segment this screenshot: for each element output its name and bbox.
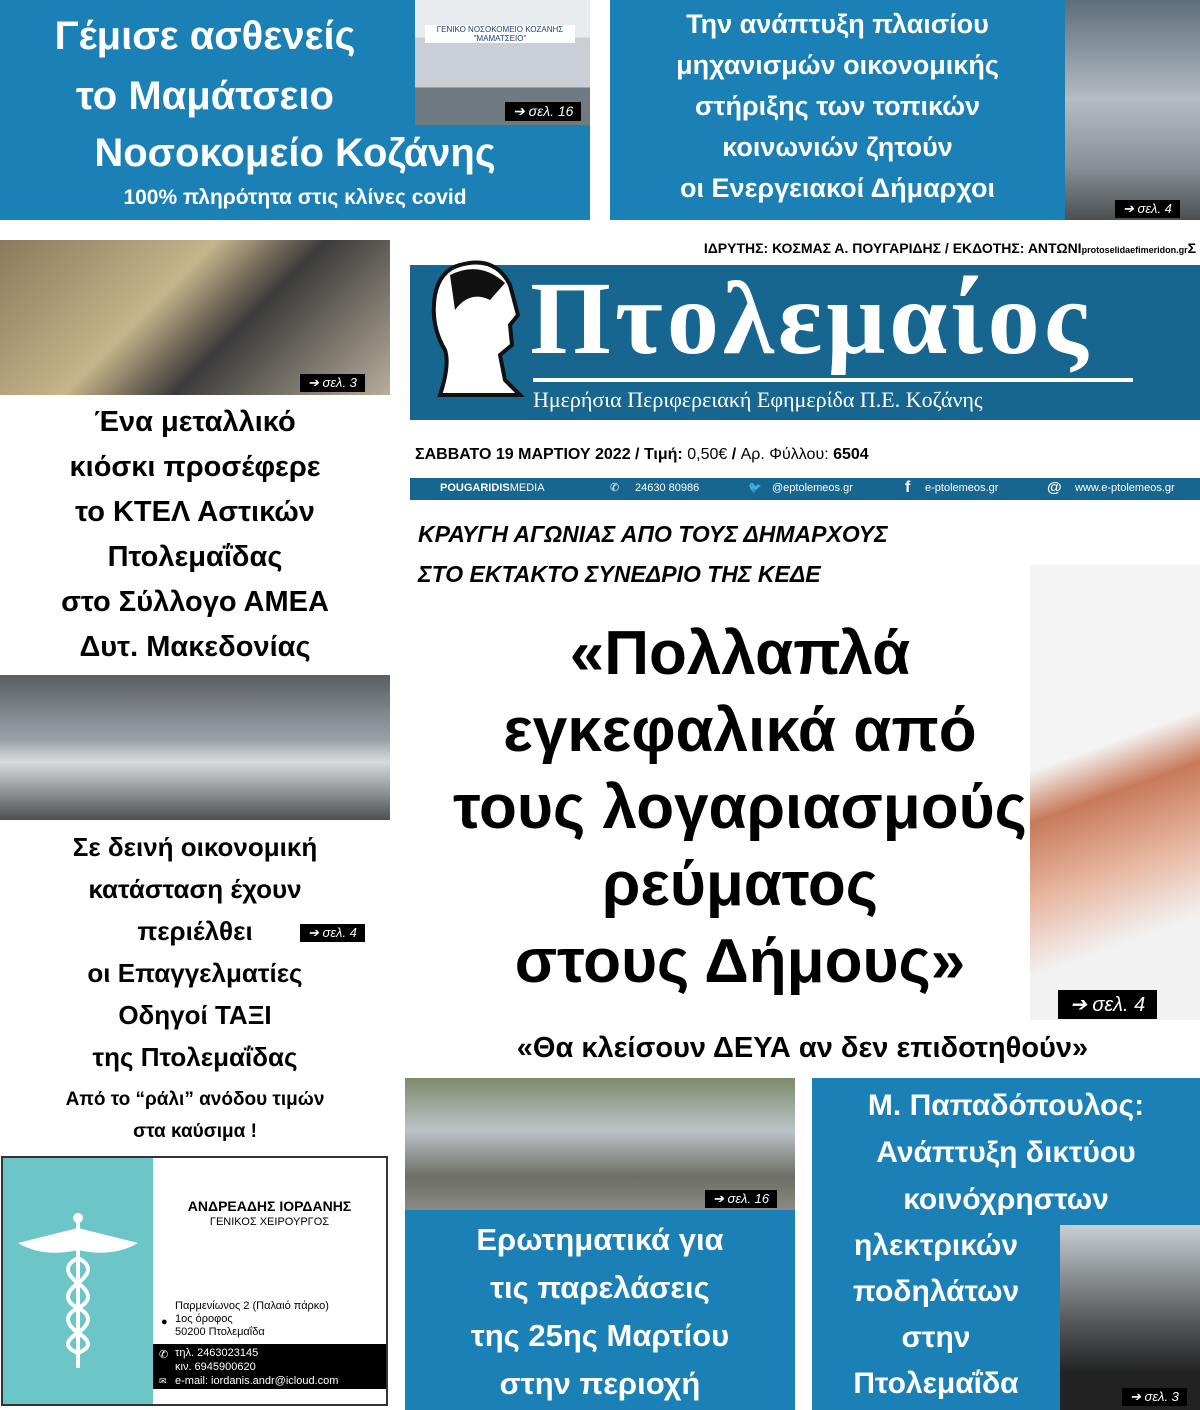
ad-address: Παρμενίωνος 2 (Παλαιό πάρκο) 1ος όροφος 50200 Πτολεμαΐδα bbox=[175, 1300, 329, 1338]
contact-facebook[interactable]: e-ptolemeos.gr bbox=[925, 482, 999, 494]
at-icon: @ bbox=[1047, 479, 1062, 496]
ptolemy-bust-logo bbox=[420, 255, 530, 400]
story-subheadline: 100% πληρότητα στις κλίνες covid bbox=[123, 186, 467, 209]
masthead-banner bbox=[410, 261, 1200, 420]
newspaper-title: Πτολεμαίος bbox=[530, 261, 1092, 376]
surgeon-ad[interactable] bbox=[1, 1156, 388, 1406]
top-left-story[interactable] bbox=[0, 0, 590, 220]
page-ref-badge: ➔ σελ. 3 bbox=[300, 374, 365, 392]
story-headline-2: Νοσοκομείο Κοζάνης bbox=[94, 131, 496, 175]
left-story-2-sub: Από το “ράλι” ανόδου τιμών στα καύσιμα ! bbox=[65, 1089, 325, 1142]
location-pin-icon: ● bbox=[161, 1316, 168, 1328]
page-ref-badge: ➔ σελ. 4 bbox=[1115, 200, 1180, 218]
contact-bar bbox=[410, 478, 1200, 500]
meeting-photo bbox=[0, 240, 390, 395]
ad-name: ΑΝΔΡΕΑΔΗΣ ΙΟΡΔΑΝΗΣ bbox=[187, 1198, 352, 1214]
top-right-story[interactable] bbox=[610, 0, 1200, 220]
ad-contact-strip bbox=[153, 1344, 386, 1389]
left-story-1-headline[interactable]: Ένα μεταλλικό κιόσκι προσέφερε το ΚΤΕΛ Αστικών Πτολεμαΐδας στο Σύλλογο ΑΜΕΑ Δυτ. Μακεδονίας bbox=[61, 406, 329, 663]
mayor-bicycle-photo bbox=[1060, 1225, 1200, 1410]
ad-phone: τηλ. 2463023145 bbox=[175, 1347, 259, 1359]
bottom-mid-story[interactable]: Ερωτηματικά για τις παρελάσεις της 25ης Μαρτίου στην περιοχή bbox=[405, 1210, 795, 1410]
bottom-right-story[interactable]: Μ. Παπαδόπουλος: Ανάπτυξη δικτύου κοινόχρηστων ηλεκτρικών ποδηλάτων στην Πτολεμαΐδα ➔ σελ. 3 bbox=[812, 1078, 1200, 1410]
contact-website[interactable]: www.e-ptolemeos.gr bbox=[1075, 482, 1175, 494]
caduceus-icon bbox=[3, 1188, 153, 1388]
contact-phone[interactable]: 24630 80986 bbox=[635, 482, 700, 494]
watermark-text: protoselidaefimeridon.gr bbox=[1081, 245, 1188, 255]
left-story-2-headline[interactable]: Σε δεινή οικονομική κατάσταση έχουν περιέλθει οι Επαγγελματίες Οδηγοί ΤΑΞΙ της Πτολεμαΐδας bbox=[72, 832, 318, 1072]
taxi-photo bbox=[0, 675, 390, 820]
main-subheadline: «Θα κλείσουν ΔΕΥΑ αν δεν επιδοτηθούν» bbox=[516, 1032, 1089, 1064]
page-ref-badge: ➔ σελ. 4 bbox=[1058, 990, 1157, 1019]
story-headline: Την ανάπτυξη πλαισίου μηχανισμών οικονομικής στήριξης των τοπικών κοινωνιών ζητούν οι Ενεργειακοί Δήμαρχοι bbox=[676, 9, 999, 203]
title-rule bbox=[533, 378, 1133, 382]
twitter-icon: 🐦 bbox=[748, 482, 762, 494]
mail-icon: ✉ bbox=[159, 1376, 167, 1386]
page-ref-badge: ➔ σελ. 16 bbox=[705, 1190, 777, 1208]
ad-mobile: κιν. 6945900620 bbox=[175, 1361, 256, 1373]
photo-sign-text: ΓΕΝΙΚΟ ΝΟΣΟΚΟΜΕΙΟ ΚΟΖΑΝΗΣ "ΜΑΜΑΤΣΕΙΟ" bbox=[425, 25, 575, 43]
ad-color-panel bbox=[3, 1158, 153, 1404]
facebook-icon: f bbox=[905, 479, 911, 496]
pougaridis-media-logo: POUGARIDISMEDIA bbox=[440, 482, 545, 494]
contact-twitter[interactable]: @eptolemeos.gr bbox=[772, 482, 853, 494]
power-plant-photo bbox=[1065, 0, 1200, 220]
newspaper-subtitle: Ημερήσια Περιφερειακή Εφημερίδα Π.Ε. Κοζάνης bbox=[533, 387, 983, 412]
ad-email[interactable]: e-mail: iordanis.andr@icloud.com bbox=[175, 1375, 339, 1387]
page-ref-badge: ➔ σελ. 4 bbox=[300, 924, 365, 942]
story-headline: Γέμισε ασθενείς το Μαμάτσειο bbox=[54, 14, 356, 118]
issue-line: ΣΑΒΒΑΤΟ 19 ΜΑΡΤΙΟΥ 2022 / Τιμή: 0,50€ / Αρ. Φύλλου: 6504 bbox=[415, 446, 869, 463]
page-ref-badge: ➔ σελ. 3 bbox=[1122, 1388, 1187, 1406]
main-headline[interactable]: «Πολλαπλά εγκεφαλικά από τους λογαριασμούς ρεύματος στους Δήμους» bbox=[453, 619, 1027, 996]
phone-icon: ✆ bbox=[159, 1349, 169, 1361]
phone-icon: ✆ bbox=[610, 482, 620, 494]
page-ref-badge: ➔ σελ. 16 bbox=[505, 102, 581, 121]
ad-title: ΓΕΝΙΚΟΣ ΧΕΙΡΟΥΡΓΟΣ bbox=[209, 1216, 330, 1228]
main-kicker: ΚΡΑΥΓΗ ΑΓΩΝΙΑΣ ΑΠΟ ΤΟΥΣ ΔΗΜΑΡΧΟΥΣ ΣΤΟ ΕΚΤΑΚΤΟ ΣΥΝΕΔΡΙΟ ΤΗΣ ΚΕΔΕ bbox=[418, 521, 888, 587]
founder-line: ΙΔΡΥΤΗΣ: ΚΟΣΜΑΣ Α. ΠΟΥΓΑΡΙΔΗΣ / ΕΚΔΟΤΗΣ: ΑΝΤΩΝΙprotoselidaefimeridon.grΣ bbox=[703, 240, 1196, 256]
